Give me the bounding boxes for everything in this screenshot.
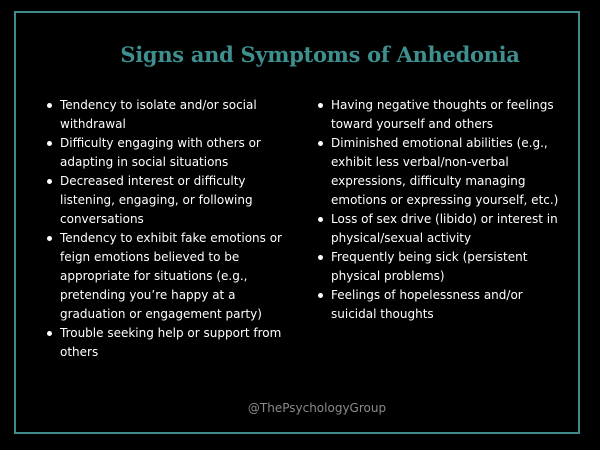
list-item: [316, 286, 566, 324]
bullet-icon: [318, 293, 323, 298]
bullet-icon: [318, 103, 323, 108]
list-item: [316, 96, 566, 134]
bullet-icon: [318, 217, 323, 222]
symptom-list-right: [316, 96, 566, 324]
list-item-text: Tendency to exhibit fake emotions or feign emotions believed to be appropriate for situations (e.g., pretending you’re happy at a graduation or engagement party): [60, 231, 282, 321]
list-item-text: Feelings of hopelessness and/or suicidal thoughts: [331, 288, 523, 321]
list-item: [316, 134, 566, 210]
bullet-icon: [47, 331, 52, 336]
bullet-icon: [47, 103, 52, 108]
list-item-text: Decreased interest or difficulty listening, engaging, or following conversations: [60, 174, 253, 226]
bullet-icon: [318, 255, 323, 260]
list-item-text: Frequently being sick (persistent physical problems): [331, 250, 528, 283]
list-item: [45, 134, 295, 172]
list-item: [316, 210, 566, 248]
list-item-text: Difficulty engaging with others or adapting in social situations: [60, 136, 261, 169]
list-item-text: Diminished emotional abilities (e.g., exhibit less verbal/non-verbal expressions, difficulty managing emotions or expressing yourself, etc.): [331, 136, 559, 207]
list-item-text: Tendency to isolate and/or social withdrawal: [60, 98, 257, 131]
list-item: [45, 324, 295, 362]
footer-credit: @ThePsychologyGroup: [247, 401, 387, 415]
list-item: [45, 96, 295, 134]
bullet-icon: [47, 141, 52, 146]
bullet-icon: [47, 179, 52, 184]
list-item: [45, 172, 295, 229]
list-item: [45, 229, 295, 324]
symptom-list-left: [45, 96, 295, 362]
list-item-text: Loss of sex drive (libido) or interest in physical/sexual activity: [331, 212, 558, 245]
bullet-icon: [47, 236, 52, 241]
page-title: Signs and Symptoms of Anhedonia: [120, 42, 520, 67]
list-item-text: Having negative thoughts or feelings toward yourself and others: [331, 98, 554, 131]
list-item-text: Trouble seeking help or support from others: [60, 326, 282, 359]
list-item: [316, 248, 566, 286]
bullet-icon: [318, 141, 323, 146]
